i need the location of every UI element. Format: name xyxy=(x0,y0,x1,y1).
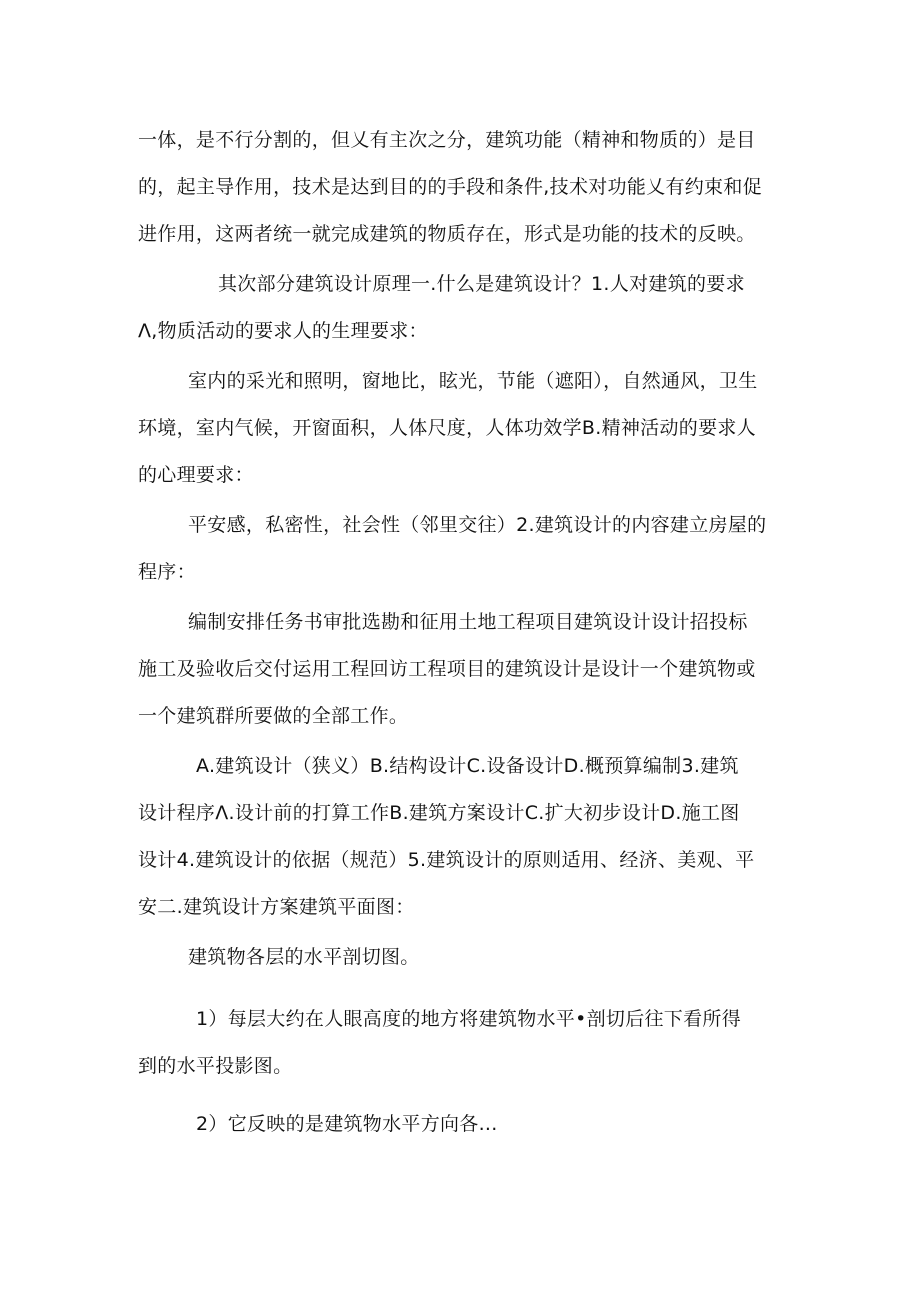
text-line-7: 环境，室内气候，开窗面积，人体尺度，人体功效学B.精神活动的要求人 xyxy=(138,417,756,439)
text-line-16: 设计4.建筑设计的依据（规范）5.建筑设计的原则适用、经济、美观、平 xyxy=(138,849,755,871)
text-line-11: 编制安排任务书审批选勘和征用土地工程项目建筑设计设计招投标 xyxy=(188,611,748,633)
text-line-18: 建筑物各层的水平剖切图。 xyxy=(188,946,420,968)
text-line-1: 一体，是不行分割的，但乂有主次之分，建筑功能（精神和物质的）是目 xyxy=(138,129,756,151)
text-line-20: 到的水平投影图。 xyxy=(138,1055,293,1077)
text-line-21: 2）它反映的是建筑物水平方向各... xyxy=(196,1113,498,1135)
text-line-12: 施工及验收后交付运用工程回访工程项目的建筑设计是设计一个建筑物或 xyxy=(138,658,756,680)
text-line-6: 室内的采光和照明，窗地比，眩光，节能（遮阳），自然通风，卫生 xyxy=(188,370,758,392)
text-line-14: A.建筑设计（狭义）B.结构设计C.设备设计D.概预算编制3.建筑 xyxy=(196,755,739,777)
text-line-13: 一个建筑群所要做的全部工作。 xyxy=(138,705,409,727)
text-line-8: 的心理要求： xyxy=(138,464,254,486)
text-line-15: 设计程序Λ.设计前的打算工作B.建筑方案设计C.扩大初步设计D.施工图 xyxy=(138,802,740,824)
text-line-17: 安二.建筑设计方案建筑平面图： xyxy=(138,896,415,918)
text-line-19: 1）每层大约在人眼高度的地方将建筑物水平•剖切后往下看所得 xyxy=(196,1008,741,1030)
text-line-9: 平安感，私密性，社会性（邻里交往）2.建筑设计的内容建立房屋的 xyxy=(188,514,767,536)
text-line-3: 进作用，这两者统一就完成建筑的物质存在，形式是功能的技术的反映。 xyxy=(138,223,756,245)
text-line-10: 程序： xyxy=(138,561,196,583)
text-line-4: 其次部分建筑设计原理一.什么是建筑设计？1.人对建筑的要求 xyxy=(218,273,745,295)
text-line-2: 的，起主导作用，技术是达到目的的手段和条件,技术对功能乂有约束和促 xyxy=(138,176,762,198)
text-line-5: Λ,物质活动的要求人的生理要求： xyxy=(138,320,428,342)
